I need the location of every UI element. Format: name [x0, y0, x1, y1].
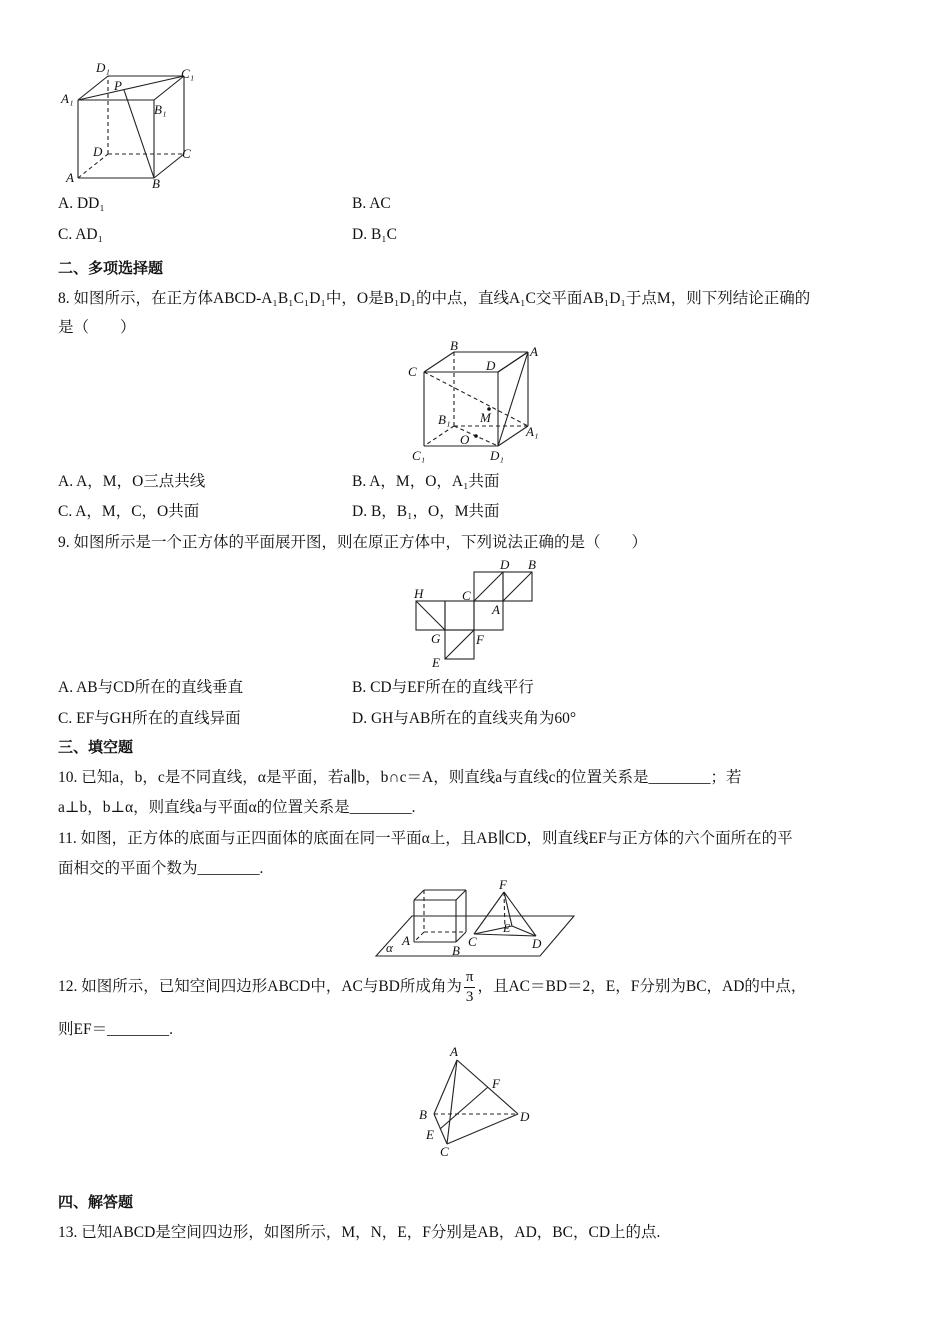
q7-option-a: A. DD₁ [58, 195, 105, 212]
label-e: E [426, 1127, 434, 1142]
segment-ef [440, 1087, 488, 1129]
q10-line1: 10. 已知a，b，c是不同直线，α是平面，若a∥b，b∩c＝A，则直线a与直线c的位置关系是________；若 [58, 769, 742, 786]
diagonal [503, 572, 532, 601]
q8-option-c: C. A，M，C，O共面 [58, 503, 200, 520]
figure-cube-m-o [404, 338, 554, 468]
label-a: A [66, 170, 74, 185]
label-alpha: α [386, 940, 393, 955]
label-f: F [499, 878, 507, 892]
q11-line2: 面相交的平面个数为________. [58, 860, 264, 877]
q13-line1: 13. 已知ABCD是空间四边形，如图所示，M，N，E，F分别是AB，AD，BC，CD上的点. [58, 1224, 661, 1241]
diagonal [78, 76, 184, 100]
edge [154, 154, 184, 178]
label-b: B [152, 176, 160, 191]
q8-option-a: A. A，M，O三点共线 [58, 473, 206, 490]
edge [456, 890, 466, 900]
label-a1: A₁ [526, 424, 539, 439]
label-d: D [500, 557, 510, 572]
hidden-edge [424, 426, 454, 446]
label-c: C [440, 1144, 449, 1159]
label-b: B [452, 943, 460, 958]
frac-denominator: 3 [465, 989, 474, 1005]
label-f: F [476, 632, 484, 647]
edge [447, 1114, 518, 1144]
q7-option-b: B. AC [352, 195, 391, 212]
label-d1: D₁ [490, 448, 504, 463]
hidden-edge [414, 932, 424, 942]
label-d: D [520, 1109, 530, 1124]
q9-option-a: A. AB与CD所在的直线垂直 [58, 679, 244, 696]
label-b: B [419, 1107, 427, 1122]
label-g: G [431, 631, 441, 646]
q9-option-d: D. GH与AB所在的直线夹角为60° [352, 710, 577, 727]
q9-stem: 9. 如图所示是一个正方体的平面展开图，则在原正方体中，下列说法正确的是（ ） [58, 534, 648, 551]
figure-plane-cube-tetra [372, 878, 578, 960]
figure-cube-p [58, 58, 208, 193]
diagonal [474, 572, 503, 601]
frac-numerator: π [464, 970, 476, 988]
figure-cube-net [406, 555, 556, 670]
label-a1: A₁ [61, 91, 74, 106]
q11-line1: 11. 如图，正方体的底面与正四面体的底面在同一平面α上，且AB∥CD，则直线EF与正方体的六个面所在的平 [58, 830, 793, 847]
label-c: C [468, 934, 477, 949]
q12-line1-post: ，且AC＝BD＝2，E，F分别为BC，AD的中点， [477, 978, 807, 996]
label-e: E [432, 655, 440, 670]
tetra-edge [474, 892, 504, 934]
segment-pb [124, 90, 154, 178]
diagonal [445, 630, 474, 659]
diagonal [498, 352, 528, 372]
label-b1: B₁ [154, 102, 167, 117]
q12-line2: 则EF＝________. [58, 1021, 173, 1038]
section-multi-choice: 二、多项选择题 [58, 259, 164, 277]
edge [498, 426, 528, 446]
point-o [474, 434, 478, 438]
q10-line2: a⊥b，b⊥α，则直线a与平面α的位置关系是________. [58, 799, 416, 816]
label-o: O [460, 432, 470, 447]
label-m: M [480, 410, 491, 425]
diagonal [416, 601, 445, 630]
label-b: B [450, 338, 458, 353]
label-c: C [408, 364, 417, 379]
label-c: C [182, 146, 191, 161]
label-b1: B₁ [438, 412, 451, 427]
label-d: D [93, 144, 103, 159]
label-c1: C₁ [412, 448, 426, 463]
q8-option-b: B. A，M，O，A₁共面 [352, 473, 500, 490]
label-f: F [492, 1076, 500, 1091]
fraction-pi-over-3 [464, 970, 476, 1005]
q9-option-c: C. EF与GH所在的直线异面 [58, 710, 241, 727]
figure-tetra-abcd [412, 1042, 542, 1160]
face [445, 601, 474, 630]
diagonal [498, 352, 528, 446]
section-answer: 四、解答题 [58, 1193, 134, 1211]
q7-option-d: D. B₁C [352, 226, 398, 243]
edge [414, 890, 424, 900]
label-d: D [486, 358, 496, 373]
label-d: D [532, 936, 542, 951]
label-c: C [462, 588, 471, 603]
edge [456, 932, 466, 942]
label-a: A [402, 933, 410, 948]
label-c1: C₁ [181, 66, 195, 81]
label-h: H [414, 586, 424, 601]
label-e: E [503, 921, 511, 935]
label-d1: D₁ [96, 60, 110, 75]
q8-option-d: D. B，B₁，O，M共面 [352, 503, 500, 520]
q9-option-b: B. CD与EF所在的直线平行 [352, 679, 534, 696]
label-a: A [450, 1044, 458, 1059]
label-a: A [492, 602, 500, 617]
label-b: B [528, 557, 536, 572]
q12-line1 [58, 970, 806, 1005]
q8-stem-line2: 是（ ） [58, 319, 136, 336]
q12-line1-pre: 12. 如图所示，已知空间四边形ABCD中，AC与BD所成角为 [58, 978, 462, 996]
label-p: P [114, 78, 122, 93]
edge [424, 352, 454, 372]
q7-option-c: C. AD₁ [58, 226, 104, 243]
q8-stem-line1: 8. 如图所示，在正方体ABCD-A₁B₁C₁D₁中，O是B₁D₁的中点，直线A₁C交平面AB₁D₁于点M，则下列结论正确的 [58, 290, 811, 307]
section-fill-blank: 三、填空题 [58, 738, 134, 756]
label-a: A [530, 344, 538, 359]
